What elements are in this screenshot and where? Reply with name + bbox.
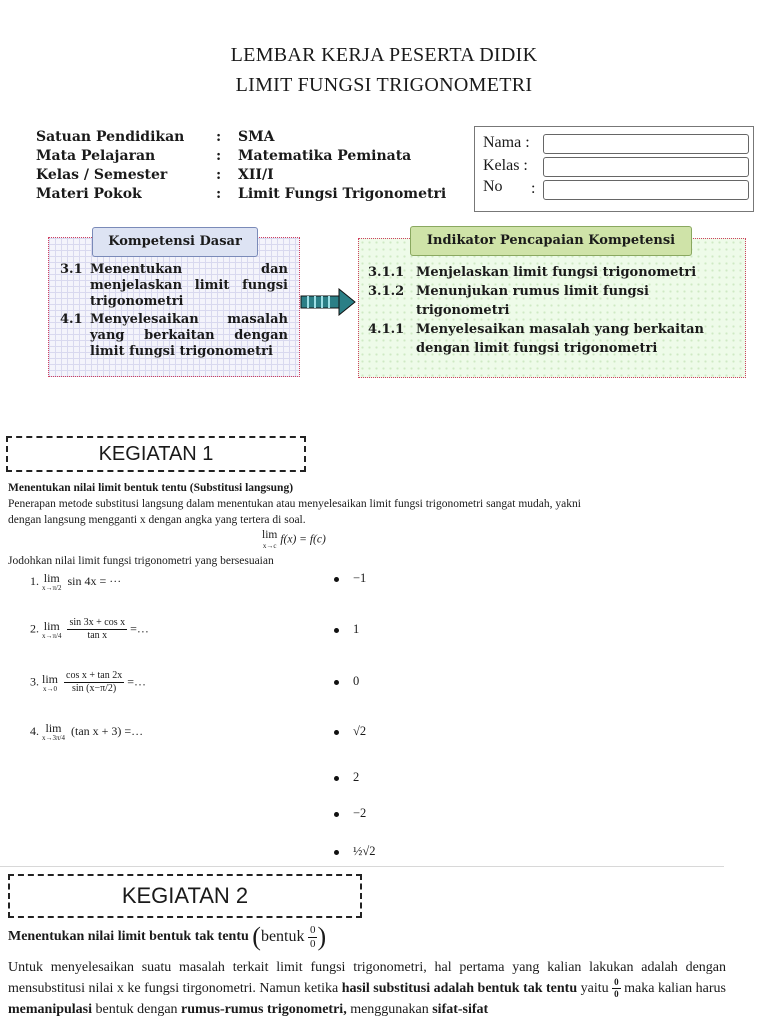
option-value: −2: [353, 806, 367, 820]
option-value: 1: [353, 622, 360, 636]
paragraph-text: bentuk dengan: [92, 1002, 182, 1018]
identity-box: [474, 126, 754, 212]
list-item: [368, 263, 738, 282]
kegiatan1-paragraph: Penerapan metode substitusi langsung dalam menentukan atau menyelesaikan limit fungsi trigonometri sangat mudah, yakni dengan langsung mengganti x dengan angka yang tertera di soal.: [8, 498, 581, 526]
list-item: [368, 320, 738, 358]
question-number: 1.: [30, 573, 39, 588]
info-value: Matematika Peminata: [238, 148, 412, 164]
option-value: √2: [353, 724, 367, 738]
paragraph-bold: rumus-rumus trigonometri,: [181, 1002, 347, 1018]
item-text: Menunjukan rumus limit fungsi trigonometri: [416, 284, 649, 318]
info-colon: :: [216, 148, 222, 164]
bentuk-word: bentuk: [260, 928, 305, 945]
lim-text: lim: [43, 571, 60, 585]
paragraph-text: Untuk menyelesaikan suatu masalah terkait limit fungsi trigonometri, hal pertama yang kalian lakukan adalah dengan mensubstitusi nilai x ke fungsi tirgonometri. Namun ketika: [8, 960, 726, 996]
nama-label: Nama :: [483, 134, 530, 151]
question-expression: sin 4x = ···: [67, 573, 122, 588]
paren-open: (: [252, 922, 261, 951]
info-row: [36, 128, 446, 147]
question-item: [30, 722, 143, 742]
item-text: Menyelesaikan masalah yang berkaitan dengan limit fungsi trigonometri: [90, 312, 288, 359]
lim-operator: [42, 572, 61, 592]
kegiatan1-instruction: Jodohkan nilai limit fungsi trigonometri yang bersesuaian: [8, 555, 274, 567]
lim-subscript: x→0: [43, 684, 57, 693]
page-title: LEMBAR KERJA PESERTA DIDIK: [230, 44, 538, 66]
bullet-icon: [334, 628, 339, 633]
fraction-denominator: 0: [309, 937, 316, 950]
bullet-icon: [334, 680, 339, 685]
info-label: Materi Pokok: [36, 186, 142, 202]
nama-field[interactable]: [543, 134, 749, 154]
lim-text: lim: [262, 529, 278, 541]
option-item[interactable]: [334, 806, 366, 821]
lim-subscript: x→π/2: [42, 584, 62, 592]
kompetensi-dasar-heading: Kompetensi Dasar: [92, 227, 258, 257]
info-row: [36, 147, 446, 166]
no-colon: :: [531, 180, 536, 197]
option-item[interactable]: [334, 674, 359, 689]
item-number: 3.1.2: [368, 284, 405, 299]
yaitu-text: yaitu: [580, 981, 609, 996]
info-label: Kelas / Semester: [36, 167, 168, 183]
lim-subscript: x→π/4: [42, 631, 62, 640]
zero-fraction: [612, 978, 621, 999]
paragraph-bold: hasil substitusi adalah bentuk tak tentu: [341, 981, 578, 996]
info-value: SMA: [238, 129, 275, 145]
section-divider: [0, 866, 724, 867]
question-item: [30, 618, 149, 641]
fraction-denominator: 0: [614, 989, 619, 1000]
paragraph-text: menggunakan: [346, 1002, 433, 1018]
fraction-denominator: sin (x−π/2): [71, 683, 117, 694]
kelas-field[interactable]: [543, 157, 749, 177]
lim-subscript: x→3π/4: [42, 734, 65, 742]
option-item[interactable]: [334, 622, 359, 637]
option-item[interactable]: [334, 844, 376, 859]
kompetensi-dasar-list: [60, 262, 288, 362]
option-value: −1: [353, 571, 367, 585]
item-text: Menyelesaikan masalah yang berkaitan dengan limit fungsi trigonometri: [416, 322, 704, 356]
lim-operator: [262, 530, 277, 550]
bullet-icon: [334, 776, 339, 781]
bullet-icon: [334, 577, 339, 582]
no-field[interactable]: [543, 180, 749, 200]
kegiatan2-title: KEGIATAN 2: [121, 883, 249, 908]
info-label: Mata Pelajaran: [36, 148, 156, 164]
info-colon: :: [216, 167, 222, 183]
bullet-icon: [334, 730, 339, 735]
kegiatan1-subtitle: Menentukan nilai limit bentuk tentu (Substitusi langsung): [8, 482, 294, 494]
question-number: 2.: [30, 621, 39, 636]
question-number: 3.: [30, 674, 39, 689]
option-item[interactable]: [334, 770, 359, 785]
info-label: Satuan Pendidikan: [36, 129, 185, 145]
question-fraction: [64, 671, 124, 694]
option-item[interactable]: [334, 724, 366, 739]
item-number: 3.1.1: [368, 265, 405, 280]
info-value: XII/I: [238, 167, 274, 183]
info-colon: :: [216, 186, 222, 202]
question-item: [30, 671, 146, 694]
paragraph-bold: memanipulasi: [8, 1002, 93, 1018]
question-number: 4.: [30, 723, 39, 738]
paren-close: ): [317, 922, 327, 951]
arrow-right-icon: [300, 288, 356, 316]
indikator-list: [368, 263, 738, 358]
list-item: [60, 312, 288, 360]
lim-operator: [42, 620, 61, 640]
paragraph-text: maka kalian harus: [620, 981, 726, 996]
page-subtitle: LIMIT FUNGSI TRIGONOMETRI: [235, 74, 533, 96]
fraction-denominator: tan x: [87, 630, 108, 641]
item-number: 4.1: [60, 312, 83, 327]
kegiatan1-title: KEGIATAN 1: [98, 443, 214, 465]
kegiatan2-subtitle-line: [8, 922, 326, 952]
item-number: 4.1.1: [368, 322, 405, 337]
question-item: [30, 572, 121, 592]
fraction-numerator: cos x + tan 2x: [66, 670, 123, 681]
item-number: 3.1: [60, 262, 83, 277]
question-fraction: [67, 618, 127, 641]
kelas-label: Kelas :: [483, 157, 528, 174]
indikator-heading: Indikator Pencapaian Kompetensi: [410, 226, 692, 256]
info-block: [36, 128, 446, 204]
info-colon: :: [216, 129, 222, 145]
kegiatan2-subtitle: Menentukan nilai limit bentuk tak tentu: [8, 929, 249, 945]
lim-text: lim: [43, 618, 60, 633]
item-text: Menjelaskan limit fungsi trigonometri: [416, 265, 697, 280]
bullet-icon: [334, 850, 339, 855]
lim-operator: [42, 673, 58, 693]
lim-subscript: x→c: [262, 541, 277, 550]
substitution-formula: [262, 530, 326, 550]
fraction-numerator: 0: [309, 923, 316, 936]
list-item: [368, 282, 738, 320]
kegiatan2-paragraph: [8, 957, 726, 1020]
item-text: Menentukan dan menjelaskan limit fungsi trigonometri: [90, 262, 288, 309]
lim-text: lim: [45, 721, 62, 735]
option-value: ½√2: [353, 844, 376, 858]
formula-expression: f(x) = f(c): [280, 533, 326, 546]
question-tail: =…: [127, 674, 146, 689]
fraction-numerator: 0: [614, 977, 619, 988]
info-value: Limit Fungsi Trigonometri: [238, 186, 447, 202]
option-value: 0: [353, 674, 360, 688]
lim-operator: [42, 722, 65, 742]
info-row: [36, 185, 446, 204]
option-value: 2: [353, 770, 360, 784]
option-item[interactable]: [334, 571, 366, 586]
lim-text: lim: [42, 671, 59, 686]
no-label: No: [483, 178, 503, 195]
bullet-icon: [334, 812, 339, 817]
question-tail: =…: [130, 621, 149, 636]
info-row: [36, 166, 446, 185]
fraction-numerator: sin 3x + cos x: [69, 617, 126, 628]
list-item: [60, 262, 288, 310]
question-expression: (tan x + 3) =…: [70, 723, 144, 738]
paragraph-bold: sifat-sifat: [432, 1002, 489, 1018]
